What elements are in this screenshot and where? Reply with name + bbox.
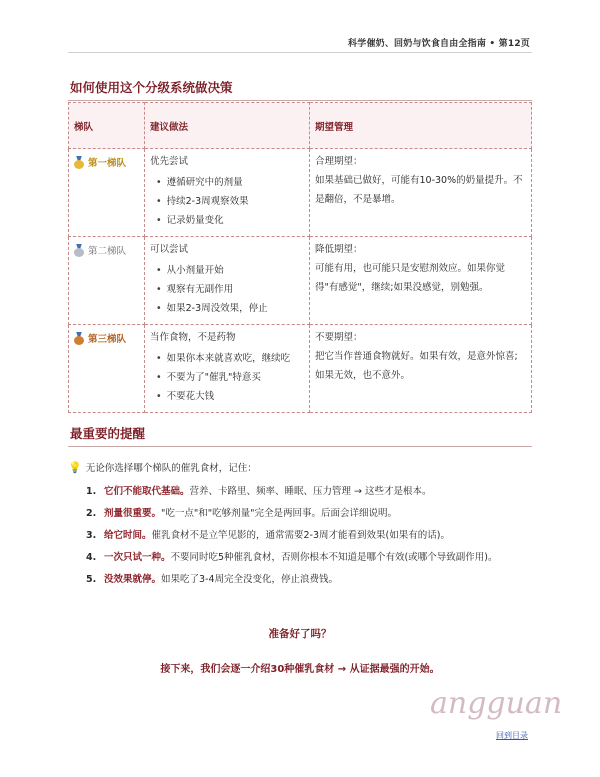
tier-label: 第三梯队 xyxy=(88,334,127,345)
table-row xyxy=(69,149,532,237)
item-number: 5. xyxy=(86,574,97,585)
expectation-cell xyxy=(310,149,532,237)
back-to-toc-link[interactable]: 回到目录 xyxy=(496,731,528,740)
reminder-intro xyxy=(68,460,257,474)
expectation-title: 不要期望： xyxy=(315,332,363,343)
list-item: • 从小剂量开始 xyxy=(150,261,304,280)
list-item xyxy=(86,548,536,567)
section-title-reminder: 最重要的提醒 xyxy=(68,424,532,442)
list-item: • 观察有无副作用 xyxy=(150,280,304,299)
table-row xyxy=(69,237,532,325)
item-number: 3. xyxy=(86,530,97,541)
item-text: "吃一点"和"吃够剂量"完全是两回事。后面会详细说明。 xyxy=(161,508,397,519)
list-item xyxy=(86,526,536,545)
lightbulb-icon: 💡 xyxy=(68,460,82,474)
item-text: 营养、卡路里、频率、睡眠、压力管理 → 这些才是根本。 xyxy=(189,486,432,497)
advice-cell xyxy=(145,237,310,325)
table-row xyxy=(69,325,532,413)
item-emphasis: 一次只试一种。 xyxy=(104,552,171,563)
item-text: 催乳食材不是立竿见影的，通常需要2-3周才能看到效果(如果有的话)。 xyxy=(151,530,450,541)
advice-cell xyxy=(145,325,310,413)
tier-table xyxy=(68,102,532,413)
expectation-body: 如果基础已做好，可能有10-30%的奶量提升。不是翻倍，不是暴增。 xyxy=(315,175,523,205)
item-text: 如果吃了3-4周完全没变化，停止浪费钱。 xyxy=(161,574,339,585)
ready-heading: 准备好了吗？ xyxy=(268,628,332,640)
tier-label: 第一梯队 xyxy=(88,158,127,169)
bronze-medal-icon xyxy=(74,332,84,345)
column-header-expectation: 期望管理 xyxy=(310,103,532,149)
item-text: 不要同时吃5种催乳食材，否则你根本不知道是哪个有效(或哪个导致副作用)。 xyxy=(170,552,498,563)
list-item xyxy=(86,504,536,523)
expectation-title: 降低期望： xyxy=(315,244,363,255)
item-number: 4. xyxy=(86,552,97,563)
column-header-tier: 梯队 xyxy=(69,103,145,149)
list-item xyxy=(86,570,536,589)
list-item xyxy=(86,482,536,501)
table-header-row xyxy=(69,103,532,149)
advice-cell xyxy=(145,149,310,237)
column-header-advice: 建议做法 xyxy=(145,103,310,149)
page-header: 科学催奶、回奶与饮食自由全指南 • 第12页 xyxy=(348,39,530,49)
header-divider xyxy=(68,52,532,53)
expectation-body: 把它当作普通食物就好。如果有效，是意外惊喜;如果无效，也不意外。 xyxy=(315,351,518,381)
expectation-body: 可能有用，也可能只是安慰剂效应。如果你觉得"有感觉"，继续;如果没感觉，别勉强。 xyxy=(315,263,506,293)
list-item: • 持续2-3周观察效果 xyxy=(150,192,304,211)
list-item: • 如果你本来就喜欢吃，继续吃 xyxy=(150,349,304,368)
list-item: • 如果2-3周没效果，停止 xyxy=(150,299,304,318)
tier-label: 第二梯队 xyxy=(88,246,127,257)
watermark: angguan xyxy=(430,686,563,721)
item-emphasis: 剂量很重要。 xyxy=(104,508,162,519)
tier-cell xyxy=(69,149,145,237)
item-emphasis: 没效果就停。 xyxy=(104,574,162,585)
item-emphasis: 给它时间。 xyxy=(104,530,152,541)
list-item: • 遵循研究中的剂量 xyxy=(150,173,304,192)
gold-medal-icon xyxy=(74,156,84,169)
tier-cell xyxy=(69,325,145,413)
expectation-title: 合理期望： xyxy=(315,156,363,167)
expectation-cell xyxy=(310,325,532,413)
advice-lead: 可以尝试 xyxy=(150,244,189,255)
list-item: • 不要为了"催乳"特意买 xyxy=(150,368,304,387)
tier-cell xyxy=(69,237,145,325)
expectation-cell xyxy=(310,237,532,325)
reminder-intro-text: 无论你选择哪个梯队的催乳食材，记住： xyxy=(85,463,257,474)
reminder-list xyxy=(86,482,536,592)
item-number: 1. xyxy=(86,486,97,497)
list-item: • 不要花大钱 xyxy=(150,387,304,406)
advice-lead: 当作食物，不是药物 xyxy=(150,332,236,343)
item-emphasis: 它们不能取代基础。 xyxy=(104,486,190,497)
item-number: 2. xyxy=(86,508,97,519)
silver-medal-icon xyxy=(74,244,84,257)
next-heading: 接下来，我们会逐一介绍30种催乳食材 → 从证据最强的开始。 xyxy=(160,664,440,675)
section-title-decision: 如何使用这个分级系统做决策 xyxy=(68,78,532,96)
list-item: • 记录奶量变化 xyxy=(150,211,304,230)
advice-lead: 优先尝试 xyxy=(150,156,189,167)
